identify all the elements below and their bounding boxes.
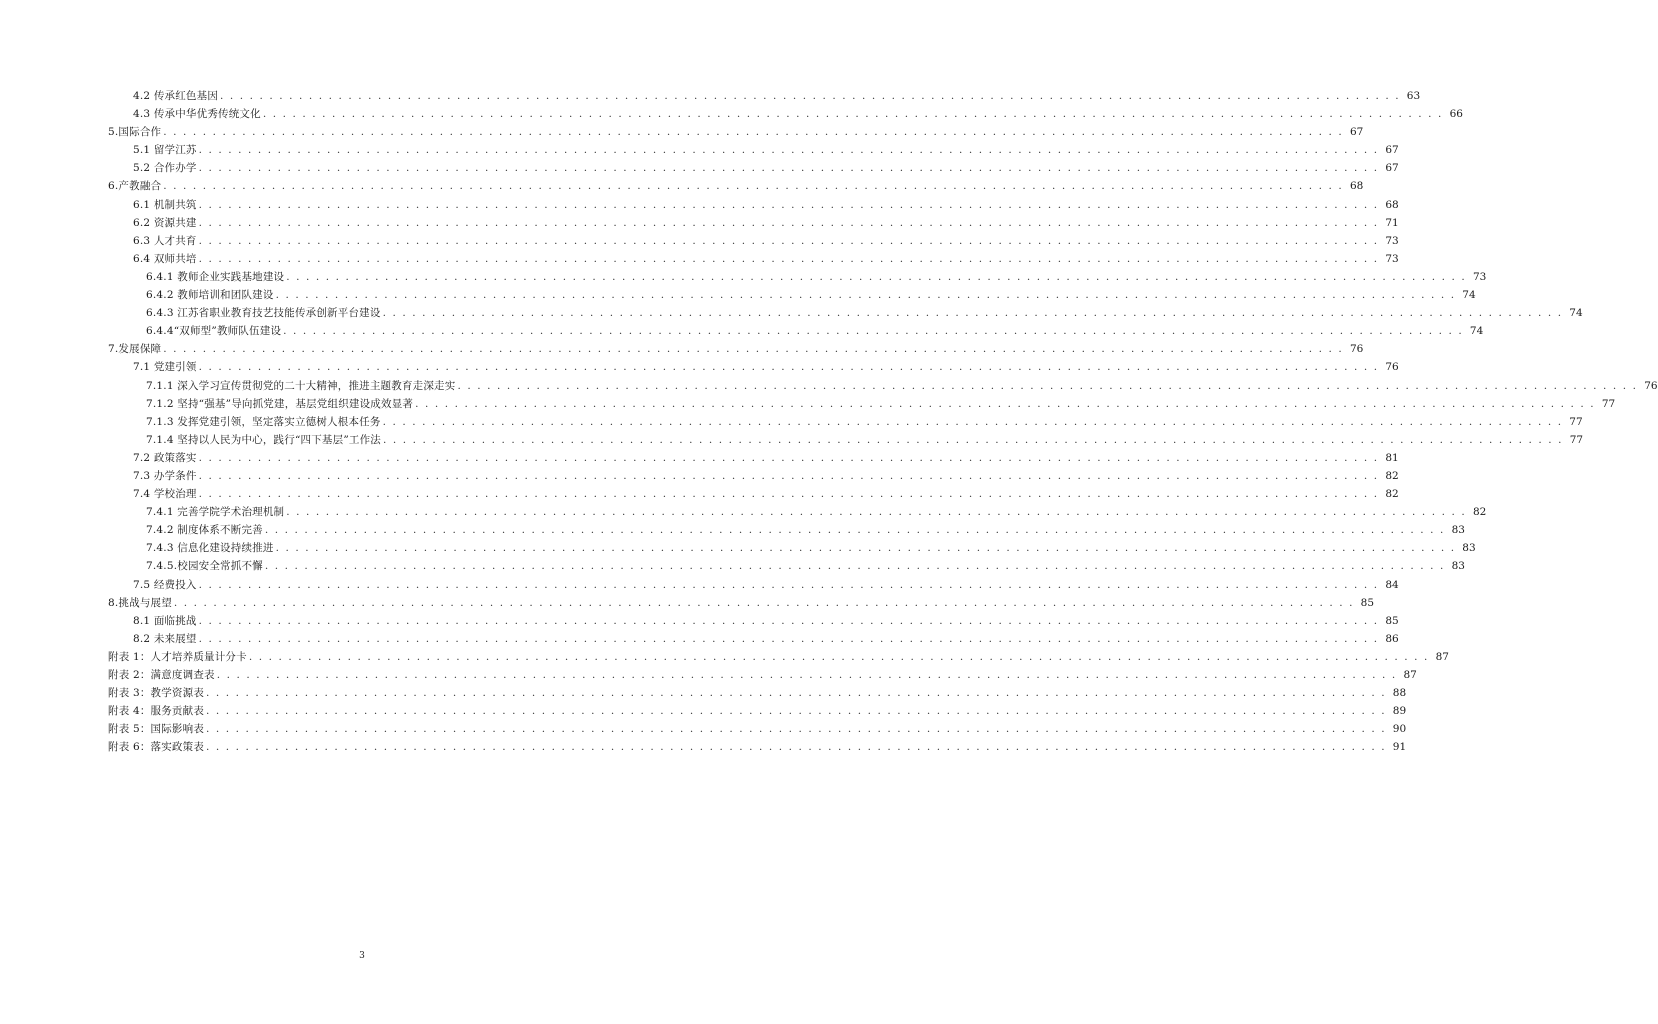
toc-dot-leader: . . . . . . . . . . . . . . . . . . . . . . . . . . . . . . . . . . . . . . . . . . . . . . . . . . . . . . . . . . . . . . . . . . . . . . . . . . . . . . . . . . . . . . . . . . . . . . . . . . . . . . . . . . . . . . . . . . . . . . . .: [457, 379, 1638, 392]
toc-entry[interactable]: [0, 503, 1487, 521]
toc-entry-page: 86: [1385, 632, 1399, 645]
toc-dot-leader: . . . . . . . . . . . . . . . . . . . . . . . . . . . . . . . . . . . . . . . . . . . . . . . . . . . . . . . . . . . . . . . . . . . . . . . . . . . . . . . . . . . . . . . . . . . . . . . . . . . . . . . . . . . . . . . . . . . . . . . .: [198, 632, 1379, 645]
toc-entry-title: 附表 2：满意度调查表: [108, 669, 215, 681]
toc-dot-leader: . . . . . . . . . . . . . . . . . . . . . . . . . . . . . . . . . . . . . . . . . . . . . . . . . . . . . . . . . . . . . . . . . . . . . . . . . . . . . . . . . . . . . . . . . . . . . . . . . . . . . . . . . . . . . . . . . . . . . . . .: [415, 397, 1596, 410]
toc-entry[interactable]: [0, 395, 1616, 413]
toc-entry-title: 6.4.1 教师企业实践基地建设: [146, 270, 285, 283]
toc-entry-title: 4.3 传承中华优秀传统文化: [133, 108, 261, 121]
toc-entry-title: 7.1 党建引领: [133, 361, 197, 374]
toc-dot-leader: . . . . . . . . . . . . . . . . . . . . . . . . . . . . . . . . . . . . . . . . . . . . . . . . . . . . . . . . . . . . . . . . . . . . . . . . . . . . . . . . . . . . . . . . . . . . . . . . . . . . . . . . . . . . . . . . . . . . . . . .: [198, 488, 1379, 501]
toc-entry-title: 6.1 机制共筑: [133, 198, 197, 211]
toc-entry-page: 82: [1385, 488, 1399, 501]
toc-entry-title: 5.国际合作: [108, 126, 162, 139]
toc-entry-title: 8.1 面临挑战: [133, 614, 197, 627]
toc-dot-leader: . . . . . . . . . . . . . . . . . . . . . . . . . . . . . . . . . . . . . . . . . . . . . . . . . . . . . . . . . . . . . . . . . . . . . . . . . . . . . . . . . . . . . . . . . . . . . . . . . . . . . . . . . . . . . . . . . . . . . . . .: [198, 144, 1379, 157]
toc-entry-page: 74: [1462, 289, 1476, 302]
toc-dot-leader: . . . . . . . . . . . . . . . . . . . . . . . . . . . . . . . . . . . . . . . . . . . . . . . . . . . . . . . . . . . . . . . . . . . . . . . . . . . . . . . . . . . . . . . . . . . . . . . . . . . . . . . . . . . . . . . . . . . . . . . .: [198, 469, 1379, 482]
toc-entry-title: 6.3 人才共育: [133, 234, 197, 247]
toc-entry-page: 83: [1451, 524, 1465, 537]
toc-entry-title: 附表 4：服务贡献表: [108, 705, 205, 718]
toc-entry-page: 67: [1349, 126, 1364, 139]
toc-entry-title: 7.4.2 制度体系不断完善: [146, 524, 263, 537]
toc-entry-page: 85: [1360, 596, 1375, 609]
toc-dot-leader: . . . . . . . . . . . . . . . . . . . . . . . . . . . . . . . . . . . . . . . . . . . . . . . . . . . . . . . . . . . . . . . . . . . . . . . . . . . . . . . . . . . . . . . . . . . . . . . . . . . . . . . . . . . . . . . . . . . . . . . .: [275, 542, 1456, 555]
toc-entry[interactable]: [0, 521, 1465, 539]
toc-entry-page: 68: [1349, 180, 1364, 193]
toc-entry-title: 7.4.1 完善学院学术治理机制: [146, 506, 285, 519]
toc-entry[interactable]: [0, 214, 1399, 232]
toc-entry[interactable]: [0, 576, 1399, 594]
toc-entry[interactable]: [0, 449, 1399, 467]
toc-entry-page: 83: [1451, 560, 1465, 573]
toc-dot-leader: . . . . . . . . . . . . . . . . . . . . . . . . . . . . . . . . . . . . . . . . . . . . . . . . . . . . . . . . . . . . . . . . . . . . . . . . . . . . . . . . . . . . . . . . . . . . . . . . . . . . . . . . . . . . . . . . . . . . . . . .: [382, 415, 1563, 428]
toc-entry[interactable]: [0, 105, 1463, 123]
toc-entry-title: 4.2 传承红色基因: [133, 90, 219, 102]
toc-entry-page: 84: [1385, 578, 1399, 591]
toc-dot-leader: . . . . . . . . . . . . . . . . . . . . . . . . . . . . . . . . . . . . . . . . . . . . . . . . . . . . . . . . . . . . . . . . . . . . . . . . . . . . . . . . . . . . . . . . . . . . . . . . . . . . . . . . . . . . . . . . . . . . . . . .: [198, 234, 1379, 247]
toc-entry-page: 68: [1385, 198, 1399, 211]
toc-dot-leader: . . . . . . . . . . . . . . . . . . . . . . . . . . . . . . . . . . . . . . . . . . . . . . . . . . . . . . . . . . . . . . . . . . . . . . . . . . . . . . . . . . . . . . . . . . . . . . . . . . . . . . . . . . . . . . . . . . . . . . . .: [163, 126, 1344, 139]
toc-entry[interactable]: [0, 557, 1465, 575]
toc-entry-title: 6.4.2 教师培训和团队建设: [146, 289, 274, 302]
toc-dot-leader: . . . . . . . . . . . . . . . . . . . . . . . . . . . . . . . . . . . . . . . . . . . . . . . . . . . . . . . . . . . . . . . . . . . . . . . . . . . . . . . . . . . . . . . . . . . . . . . . . . . . . . . . . . . . . . . . . . . . . . . .: [198, 451, 1379, 464]
toc-entry[interactable]: [0, 250, 1399, 268]
toc-entry[interactable]: [0, 87, 1421, 105]
toc-dot-leader: . . . . . . . . . . . . . . . . . . . . . . . . . . . . . . . . . . . . . . . . . . . . . . . . . . . . . . . . . . . . . . . . . . . . . . . . . . . . . . . . . . . . . . . . . . . . . . . . . . . . . . . . . . . . . . . . . . . . . . . .: [198, 216, 1379, 229]
table-of-contents: [0, 87, 1658, 756]
toc-entry[interactable]: [0, 539, 1476, 557]
toc-dot-leader: . . . . . . . . . . . . . . . . . . . . . . . . . . . . . . . . . . . . . . . . . . . . . . . . . . . . . . . . . . . . . . . . . . . . . . . . . . . . . . . . . . . . . . . . . . . . . . . . . . . . . . . . . . . . . . . . . . . . . . . .: [163, 180, 1344, 193]
toc-dot-leader: . . . . . . . . . . . . . . . . . . . . . . . . . . . . . . . . . . . . . . . . . . . . . . . . . . . . . . . . . . . . . . . . . . . . . . . . . . . . . . . . . . . . . . . . . . . . . . . . . . . . . . . . . . . . . . . . . . . . . . . .: [383, 433, 1564, 446]
toc-entry[interactable]: [0, 648, 1449, 666]
toc-entry-title: 7.1.2 坚持“强基”导向抓党建，基层党组织建设成效显著: [146, 397, 414, 410]
toc-entry[interactable]: [0, 431, 1584, 449]
toc-dot-leader: . . . . . . . . . . . . . . . . . . . . . . . . . . . . . . . . . . . . . . . . . . . . . . . . . . . . . . . . . . . . . . . . . . . . . . . . . . . . . . . . . . . . . . . . . . . . . . . . . . . . . . . . . . . . . . . . . . . . . . . .: [286, 270, 1467, 283]
page-number: 3: [359, 951, 365, 961]
toc-entry-title: 附表 5：国际影响表: [108, 723, 205, 736]
toc-entry-page: 71: [1385, 216, 1399, 229]
toc-dot-leader: . . . . . . . . . . . . . . . . . . . . . . . . . . . . . . . . . . . . . . . . . . . . . . . . . . . . . . . . . . . . . . . . . . . . . . . . . . . . . . . . . . . . . . . . . . . . . . . . . . . . . . . . . . . . . . . . . . . . . . . .: [283, 325, 1464, 338]
toc-entry[interactable]: [0, 232, 1399, 250]
toc-entry[interactable]: [0, 304, 1583, 322]
toc-dot-leader: . . . . . . . . . . . . . . . . . . . . . . . . . . . . . . . . . . . . . . . . . . . . . . . . . . . . . . . . . . . . . . . . . . . . . . . . . . . . . . . . . . . . . . . . . . . . . . . . . . . . . . . . . . . . . . . . . . . . . . . .: [216, 669, 1397, 681]
toc-entry-page: 77: [1601, 397, 1616, 410]
toc-dot-leader: . . . . . . . . . . . . . . . . . . . . . . . . . . . . . . . . . . . . . . . . . . . . . . . . . . . . . . . . . . . . . . . . . . . . . . . . . . . . . . . . . . . . . . . . . . . . . . . . . . . . . . . . . . . . . . . . . . . . . . . .: [262, 108, 1443, 121]
toc-dot-leader: . . . . . . . . . . . . . . . . . . . . . . . . . . . . . . . . . . . . . . . . . . . . . . . . . . . . . . . . . . . . . . . . . . . . . . . . . . . . . . . . . . . . . . . . . . . . . . . . . . . . . . . . . . . . . . . . . . . . . . . .: [198, 162, 1379, 175]
toc-dot-leader: . . . . . . . . . . . . . . . . . . . . . . . . . . . . . . . . . . . . . . . . . . . . . . . . . . . . . . . . . . . . . . . . . . . . . . . . . . . . . . . . . . . . . . . . . . . . . . . . . . . . . . . . . . . . . . . . . . . . . . . .: [198, 578, 1379, 591]
toc-entry[interactable]: [0, 286, 1476, 304]
toc-dot-leader: . . . . . . . . . . . . . . . . . . . . . . . . . . . . . . . . . . . . . . . . . . . . . . . . . . . . . . . . . . . . . . . . . . . . . . . . . . . . . . . . . . . . . . . . . . . . . . . . . . . . . . . . . . . . . . . . . . . . . . . .: [198, 252, 1379, 265]
toc-dot-leader: . . . . . . . . . . . . . . . . . . . . . . . . . . . . . . . . . . . . . . . . . . . . . . . . . . . . . . . . . . . . . . . . . . . . . . . . . . . . . . . . . . . . . . . . . . . . . . . . . . . . . . . . . . . . . . . . . . . . . . . .: [206, 723, 1387, 736]
toc-entry-title: 6.4.3 江苏省职业教育技艺技能传承创新平台建设: [146, 307, 381, 320]
toc-entry-title: 7.4 学校治理: [133, 488, 197, 501]
toc-entry-page: 89: [1392, 705, 1407, 718]
toc-entry-page: 73: [1385, 234, 1399, 247]
toc-dot-leader: . . . . . . . . . . . . . . . . . . . . . . . . . . . . . . . . . . . . . . . . . . . . . . . . . . . . . . . . . . . . . . . . . . . . . . . . . . . . . . . . . . . . . . . . . . . . . . . . . . . . . . . . . . . . . . . . . . . . . . . .: [173, 596, 1355, 609]
toc-entry-page: 77: [1569, 415, 1583, 428]
toc-dot-leader: . . . . . . . . . . . . . . . . . . . . . . . . . . . . . . . . . . . . . . . . . . . . . . . . . . . . . . . . . . . . . . . . . . . . . . . . . . . . . . . . . . . . . . . . . . . . . . . . . . . . . . . . . . . . . . . . . . . . . . . .: [206, 705, 1387, 718]
toc-entry-title: 附表 6：落实政策表: [108, 741, 205, 754]
toc-entry-page: 83: [1462, 542, 1476, 555]
toc-entry-page: 82: [1385, 469, 1399, 482]
toc-entry-page: 88: [1392, 687, 1407, 700]
toc-entry-title: 7.2 政策落实: [133, 451, 197, 464]
toc-entry-page: 66: [1449, 108, 1463, 121]
toc-entry[interactable]: [0, 485, 1399, 503]
toc-entry[interactable]: [0, 612, 1399, 630]
toc-entry-page: 87: [1435, 650, 1449, 663]
toc-entry[interactable]: [0, 738, 1407, 756]
toc-entry[interactable]: [0, 196, 1399, 214]
toc-entry-page: 67: [1385, 162, 1399, 175]
toc-entry-page: 77: [1569, 433, 1584, 446]
toc-entry[interactable]: [0, 159, 1399, 177]
toc-entry-page: 76: [1385, 361, 1399, 374]
toc-entry-page: 76: [1349, 343, 1364, 356]
toc-entry-title: 5.1 留学江苏: [133, 144, 197, 157]
toc-entry-page: 74: [1469, 325, 1484, 338]
toc-entry-page: 67: [1385, 144, 1399, 157]
toc-entry-title: 7.5 经费投入: [133, 578, 197, 591]
toc-entry[interactable]: [0, 340, 1364, 358]
toc-dot-leader: . . . . . . . . . . . . . . . . . . . . . . . . . . . . . . . . . . . . . . . . . . . . . . . . . . . . . . . . . . . . . . . . . . . . . . . . . . . . . . . . . . . . . . . . . . . . . . . . . . . . . . . . . . . . . . . . . . . . . . . .: [220, 90, 1401, 102]
toc-entry-title: 附表 3：教学资源表: [108, 687, 205, 700]
toc-entry-page: 63: [1406, 90, 1421, 102]
toc-entry-title: 7.1.3 发挥党建引领，坚定落实立德树人根本任务: [146, 415, 381, 428]
toc-dot-leader: . . . . . . . . . . . . . . . . . . . . . . . . . . . . . . . . . . . . . . . . . . . . . . . . . . . . . . . . . . . . . . . . . . . . . . . . . . . . . . . . . . . . . . . . . . . . . . . . . . . . . . . . . . . . . . . . . . . . . . . .: [264, 524, 1445, 537]
toc-entry-title: 附表 1：人才培养质量计分卡: [108, 650, 247, 663]
toc-dot-leader: . . . . . . . . . . . . . . . . . . . . . . . . . . . . . . . . . . . . . . . . . . . . . . . . . . . . . . . . . . . . . . . . . . . . . . . . . . . . . . . . . . . . . . . . . . . . . . . . . . . . . . . . . . . . . . . . . . . . . . . .: [198, 614, 1379, 627]
toc-entry-title: 6.产教融合: [108, 180, 162, 193]
toc-entry[interactable]: [0, 141, 1399, 159]
toc-dot-leader: . . . . . . . . . . . . . . . . . . . . . . . . . . . . . . . . . . . . . . . . . . . . . . . . . . . . . . . . . . . . . . . . . . . . . . . . . . . . . . . . . . . . . . . . . . . . . . . . . . . . . . . . . . . . . . . . . . . . . . . .: [163, 343, 1344, 356]
toc-entry[interactable]: [0, 467, 1399, 485]
toc-entry-page: 90: [1392, 723, 1407, 736]
toc-entry-page: 91: [1392, 741, 1407, 754]
toc-entry-page: 81: [1385, 451, 1399, 464]
toc-dot-leader: . . . . . . . . . . . . . . . . . . . . . . . . . . . . . . . . . . . . . . . . . . . . . . . . . . . . . . . . . . . . . . . . . . . . . . . . . . . . . . . . . . . . . . . . . . . . . . . . . . . . . . . . . . . . . . . . . . . . . . . .: [206, 687, 1387, 700]
toc-entry-title: 7.3 办学条件: [133, 469, 197, 482]
toc-entry[interactable]: [0, 702, 1407, 720]
toc-entry-title: 6.4 双师共培: [133, 252, 197, 265]
toc-entry[interactable]: [0, 123, 1364, 141]
toc-entry-title: 7.4.5.校园安全常抓不懈: [146, 560, 263, 573]
toc-dot-leader: . . . . . . . . . . . . . . . . . . . . . . . . . . . . . . . . . . . . . . . . . . . . . . . . . . . . . . . . . . . . . . . . . . . . . . . . . . . . . . . . . . . . . . . . . . . . . . . . . . . . . . . . . . . . . . . . . . . . . . . .: [198, 198, 1379, 211]
toc-dot-leader: . . . . . . . . . . . . . . . . . . . . . . . . . . . . . . . . . . . . . . . . . . . . . . . . . . . . . . . . . . . . . . . . . . . . . . . . . . . . . . . . . . . . . . . . . . . . . . . . . . . . . . . . . . . . . . . . . . . . . . . .: [206, 741, 1387, 754]
toc-entry[interactable]: [0, 322, 1484, 340]
toc-entry[interactable]: [0, 413, 1583, 431]
toc-dot-leader: . . . . . . . . . . . . . . . . . . . . . . . . . . . . . . . . . . . . . . . . . . . . . . . . . . . . . . . . . . . . . . . . . . . . . . . . . . . . . . . . . . . . . . . . . . . . . . . . . . . . . . . . . . . . . . . . . . . . . . . .: [248, 650, 1429, 663]
toc-dot-leader: . . . . . . . . . . . . . . . . . . . . . . . . . . . . . . . . . . . . . . . . . . . . . . . . . . . . . . . . . . . . . . . . . . . . . . . . . . . . . . . . . . . . . . . . . . . . . . . . . . . . . . . . . . . . . . . . . . . . . . . .: [275, 289, 1456, 302]
toc-entry[interactable]: [0, 594, 1375, 612]
toc-entry-title: 5.2 合作办学: [133, 162, 197, 175]
toc-entry-page: 87: [1403, 669, 1417, 681]
toc-entry-title: 8.2 未来展望: [133, 632, 197, 645]
toc-dot-leader: . . . . . . . . . . . . . . . . . . . . . . . . . . . . . . . . . . . . . . . . . . . . . . . . . . . . . . . . . . . . . . . . . . . . . . . . . . . . . . . . . . . . . . . . . . . . . . . . . . . . . . . . . . . . . . . . . . . . . . . .: [264, 560, 1445, 573]
toc-entry-title: 6.4.4“双师型”教师队伍建设: [146, 325, 282, 338]
toc-entry[interactable]: [0, 720, 1407, 738]
toc-entry-page: 85: [1385, 614, 1399, 627]
toc-entry-page: 76: [1644, 379, 1658, 392]
toc-entry[interactable]: [0, 268, 1487, 286]
toc-entry[interactable]: [0, 358, 1399, 376]
toc-dot-leader: . . . . . . . . . . . . . . . . . . . . . . . . . . . . . . . . . . . . . . . . . . . . . . . . . . . . . . . . . . . . . . . . . . . . . . . . . . . . . . . . . . . . . . . . . . . . . . . . . . . . . . . . . . . . . . . . . . . . . . . .: [382, 307, 1563, 320]
toc-entry[interactable]: [0, 630, 1399, 648]
toc-entry-title: 7.1.1 深入学习宣传贯彻党的二十大精神，推进主题教育走深走实: [146, 379, 456, 392]
toc-entry[interactable]: [0, 377, 1658, 395]
toc-entry-page: 73: [1385, 252, 1399, 265]
toc-entry-page: 74: [1569, 307, 1583, 320]
toc-entry-page: 73: [1473, 270, 1487, 283]
toc-entry[interactable]: [0, 177, 1364, 195]
toc-dot-leader: . . . . . . . . . . . . . . . . . . . . . . . . . . . . . . . . . . . . . . . . . . . . . . . . . . . . . . . . . . . . . . . . . . . . . . . . . . . . . . . . . . . . . . . . . . . . . . . . . . . . . . . . . . . . . . . . . . . . . . . .: [286, 506, 1467, 519]
toc-dot-leader: . . . . . . . . . . . . . . . . . . . . . . . . . . . . . . . . . . . . . . . . . . . . . . . . . . . . . . . . . . . . . . . . . . . . . . . . . . . . . . . . . . . . . . . . . . . . . . . . . . . . . . . . . . . . . . . . . . . . . . . .: [198, 361, 1379, 374]
toc-entry-title: 7.发展保障: [108, 343, 162, 356]
toc-entry-title: 7.4.3 信息化建设持续推进: [146, 542, 274, 555]
toc-entry-title: 8.挑战与展望: [108, 596, 172, 609]
toc-entry[interactable]: [0, 666, 1417, 684]
toc-entry-title: 7.1.4 坚持以人民为中心，践行“四下基层”工作法: [146, 433, 381, 446]
toc-entry[interactable]: [0, 684, 1407, 702]
toc-entry-page: 82: [1473, 506, 1487, 519]
toc-entry-title: 6.2 资源共建: [133, 216, 197, 229]
